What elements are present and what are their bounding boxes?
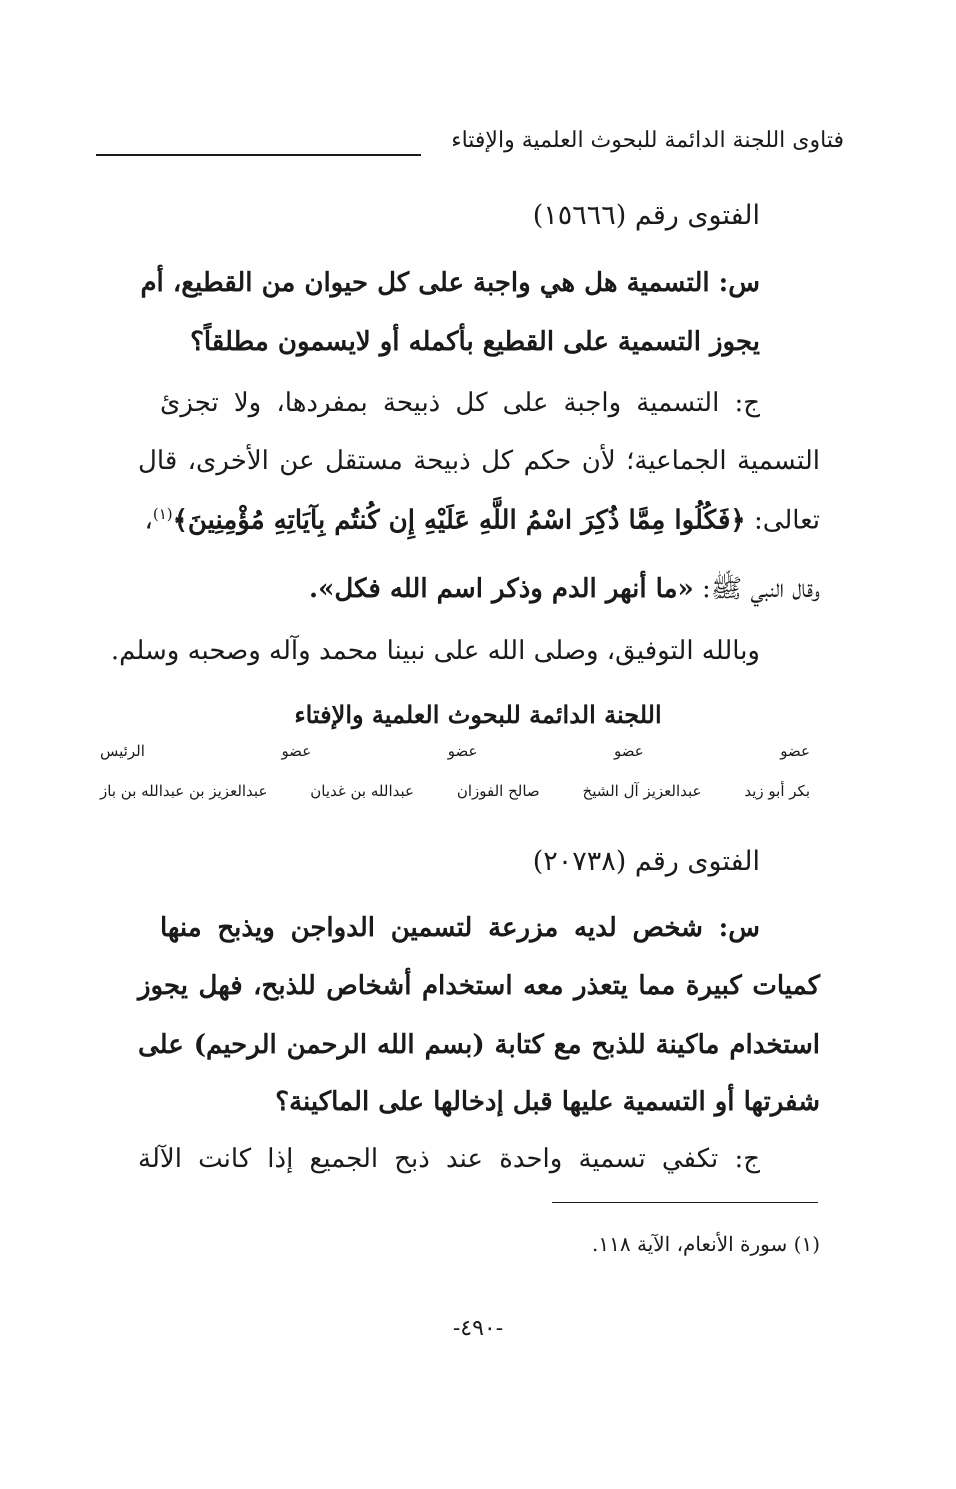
committee-title: اللجنة الدائمة للبحوث العلمية والإفتاء	[294, 700, 662, 729]
question-line: يجوز التسمية على القطيع بأكمله أو لايسمون مطلقاً؟	[190, 327, 760, 357]
answer-line: ج: التسمية واجبة على كل ذبيحة بمفردها، ولا تجزئ	[160, 388, 760, 418]
member-role: عضو	[614, 742, 644, 760]
quran-verse: ﴿فَكُلُوا مِمَّا ذُكِرَ اسْمُ اللَّهِ عَلَيْهِ إِن كُنتُم بِآيَاتِهِ مُؤْمِنِينَ﴾	[172, 505, 746, 536]
member-role: عضو	[780, 742, 810, 760]
answer-line: التسمية الجماعية؛ لأن حكم كل ذبيحة مستقل عن الأخرى، قال	[138, 446, 820, 476]
page-number: -٤٩٠-	[452, 1316, 504, 1341]
member-role: عضو	[281, 742, 312, 760]
member-name: عبدالعزيز بن عبدالله بن باز	[100, 782, 268, 800]
footnote: (١) سورة الأنعام، الآية ١١٨.	[592, 1232, 820, 1256]
member-name: عبدالعزيز آل الشيخ	[582, 782, 702, 800]
member-role: الرئيس	[100, 742, 145, 760]
fatwa-number: الفتوى رقم (١٥٦٦٦)	[532, 200, 760, 231]
footnote-ref: (١)	[152, 505, 173, 523]
question-line: استخدام ماكينة للذبح مع كتابة (بسم الله الرحمن الرحيم) على	[138, 1030, 820, 1060]
header-rule	[96, 154, 421, 156]
member-name: صالح الفوزان	[456, 782, 540, 800]
answer-line: ج: تكفي تسمية واحدة عند ذبح الجميع إذا كانت الآلة	[138, 1144, 760, 1174]
verse-line	[138, 505, 820, 536]
hadith-line	[309, 572, 820, 610]
footnote-rule	[552, 1202, 818, 1203]
question-line: كميات كبيرة مما يتعذر معه استخدام أشخاص للذبح، فهل يجوز	[138, 971, 820, 1001]
member-name: بكر أبو زيد	[744, 782, 810, 800]
running-header-title: فتاوى اللجنة الدائمة للبحوث العلمية والإفتاء	[451, 128, 844, 153]
verse-end: ،	[144, 505, 153, 536]
committee-names	[100, 782, 810, 812]
hadith-intro: وقال النبي ﷺ:	[702, 574, 820, 604]
verse-intro: تعالى:	[753, 505, 820, 536]
member-name: عبدالله بن غديان	[310, 782, 414, 800]
question-line: شفرتها أو التسمية عليها قبل إدخالها على الماكينة؟	[275, 1087, 820, 1117]
fatwa-number: الفتوى رقم (٢٠٧٣٨)	[532, 846, 760, 877]
question-line: س: شخص لديه مزرعة لتسمين الدواجن ويذبح منها	[160, 913, 760, 943]
closing-line: وبالله التوفيق، وصلى الله على نبينا محمد وآله وصحبه وسلم.	[110, 636, 760, 666]
committee-roles	[100, 742, 810, 772]
member-role: عضو	[447, 742, 478, 760]
question-line: س: التسمية هل هي واجبة على كل حيوان من القطيع، أم	[140, 268, 760, 298]
hadith-text: «ما أنهر الدم وذكر اسم الله فكل».	[309, 574, 694, 604]
